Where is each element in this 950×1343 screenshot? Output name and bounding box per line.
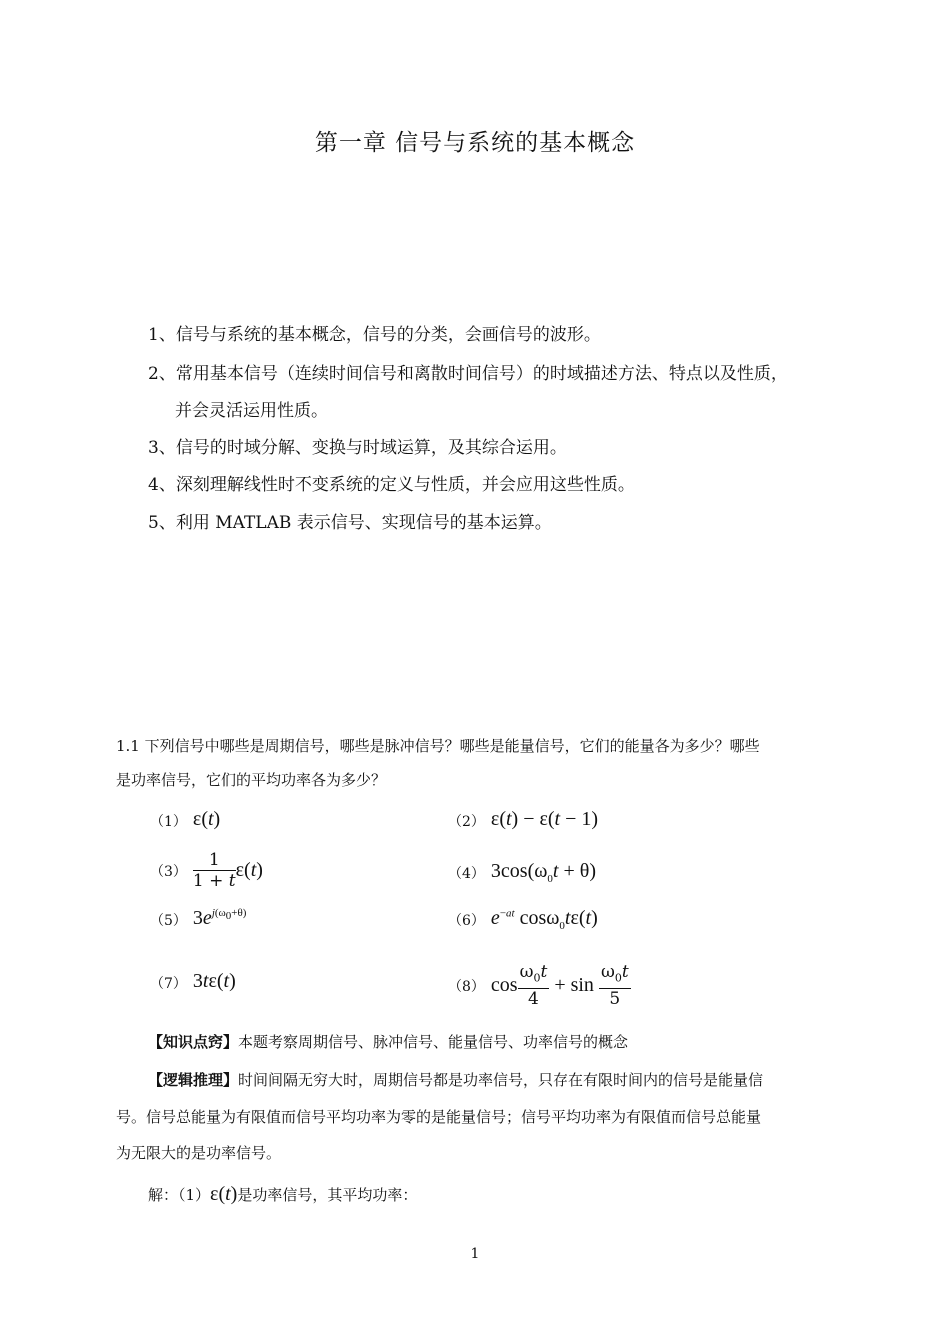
objective-4: 4、深刻理解线性时不变系统的定义与性质，并会应用这些性质。 (148, 475, 635, 495)
knowledge-point (148, 1031, 628, 1052)
solution-line (148, 1183, 417, 1206)
logic-text-1: 时间间隔无穷大时，周期信号都是功率信号，只存在有限时间内的信号是能量信 (238, 1071, 764, 1089)
formula-3: ε(t) (235, 859, 263, 881)
item-label: （2） (448, 813, 485, 830)
formula-2: ε(t) − ε(t − 1) (490, 808, 599, 830)
logic-line-3: 为无限大的是功率信号。 (116, 1144, 282, 1162)
logic-tag: 【逻辑推理】 (148, 1071, 239, 1089)
signal-item-4 (448, 860, 596, 885)
logic-line-2: 号。信号总能量为有限值而信号平均功率为零的是能量信号；信号平均功率为有限值而信号总能量 (116, 1108, 762, 1126)
cos-text: cos (490, 974, 518, 997)
formula-5: $3e^{j(\omega_0+\theta)}$ (192, 907, 247, 929)
signal-item-8 (448, 962, 631, 1009)
signal-item-7 (150, 970, 236, 993)
signal-item-1 (150, 808, 220, 831)
item-label: （4） (448, 865, 485, 882)
knowledge-tag: 【知识点窍】 (148, 1033, 239, 1051)
plus-sin-text: + sin (549, 974, 599, 997)
item-label: （7） (150, 975, 187, 992)
item-label: （5） (150, 912, 187, 929)
item-label: （3） (150, 863, 187, 880)
chapter-title: 第一章 信号与系统的基本概念 (314, 130, 636, 156)
problem-statement-line-1: 1.1 下列信号中哪些是周期信号，哪些是脉冲信号？哪些是能量信号，它们的能量各为多少？哪些 (116, 737, 760, 755)
signal-item-3 (150, 850, 263, 891)
objective-1: 1、信号与系统的基本概念，信号的分类，会画信号的波形。 (148, 325, 601, 345)
formula-1: ε(t) (192, 808, 221, 830)
objective-3: 3、信号的时域分解、变换与时域运算，及其综合运用。 (148, 438, 567, 458)
objective-5: 5、利用 MATLAB 表示信号、实现信号的基本运算。 (148, 513, 552, 533)
formula-6: $e^{-at}$ cosω$_0$tε(t) (490, 907, 598, 932)
item-label: （6） (448, 912, 485, 929)
page-number: 1 (470, 1246, 480, 1262)
knowledge-text: 本题考察周期信号、脉冲信号、能量信号、功率信号的概念 (238, 1033, 629, 1051)
problem-statement-line-2: 是功率信号，它们的平均功率各为多少？ (116, 771, 387, 789)
solution-prefix: 解：（1） (148, 1186, 211, 1204)
item-label: （8） (448, 978, 485, 995)
fraction: $\frac{1}{1 + t}$ (192, 850, 236, 891)
objective-2-continued: 并会灵活运用性质。 (175, 401, 328, 421)
formula-4: $3\cos(\omega_0t + \theta)$ (490, 860, 596, 885)
signal-item-5 (150, 907, 246, 930)
solution-formula: ε(t) (210, 1183, 238, 1205)
fraction: $\frac{\omega_0t}{5}$ (600, 962, 629, 1010)
item-label: （1） (150, 813, 187, 830)
objective-2: 2、常用基本信号（连续时间信号和离散时间信号）的时域描述方法、特点以及性质， (148, 364, 788, 384)
fraction: $\frac{\omega_0t}{4}$ (519, 962, 548, 1010)
logic-line-1 (148, 1069, 763, 1090)
signal-item-6 (448, 907, 598, 932)
signal-item-2 (448, 808, 598, 831)
formula-7: 3tε(t) (192, 970, 236, 992)
solution-suffix: 是功率信号，其平均功率： (237, 1186, 418, 1204)
